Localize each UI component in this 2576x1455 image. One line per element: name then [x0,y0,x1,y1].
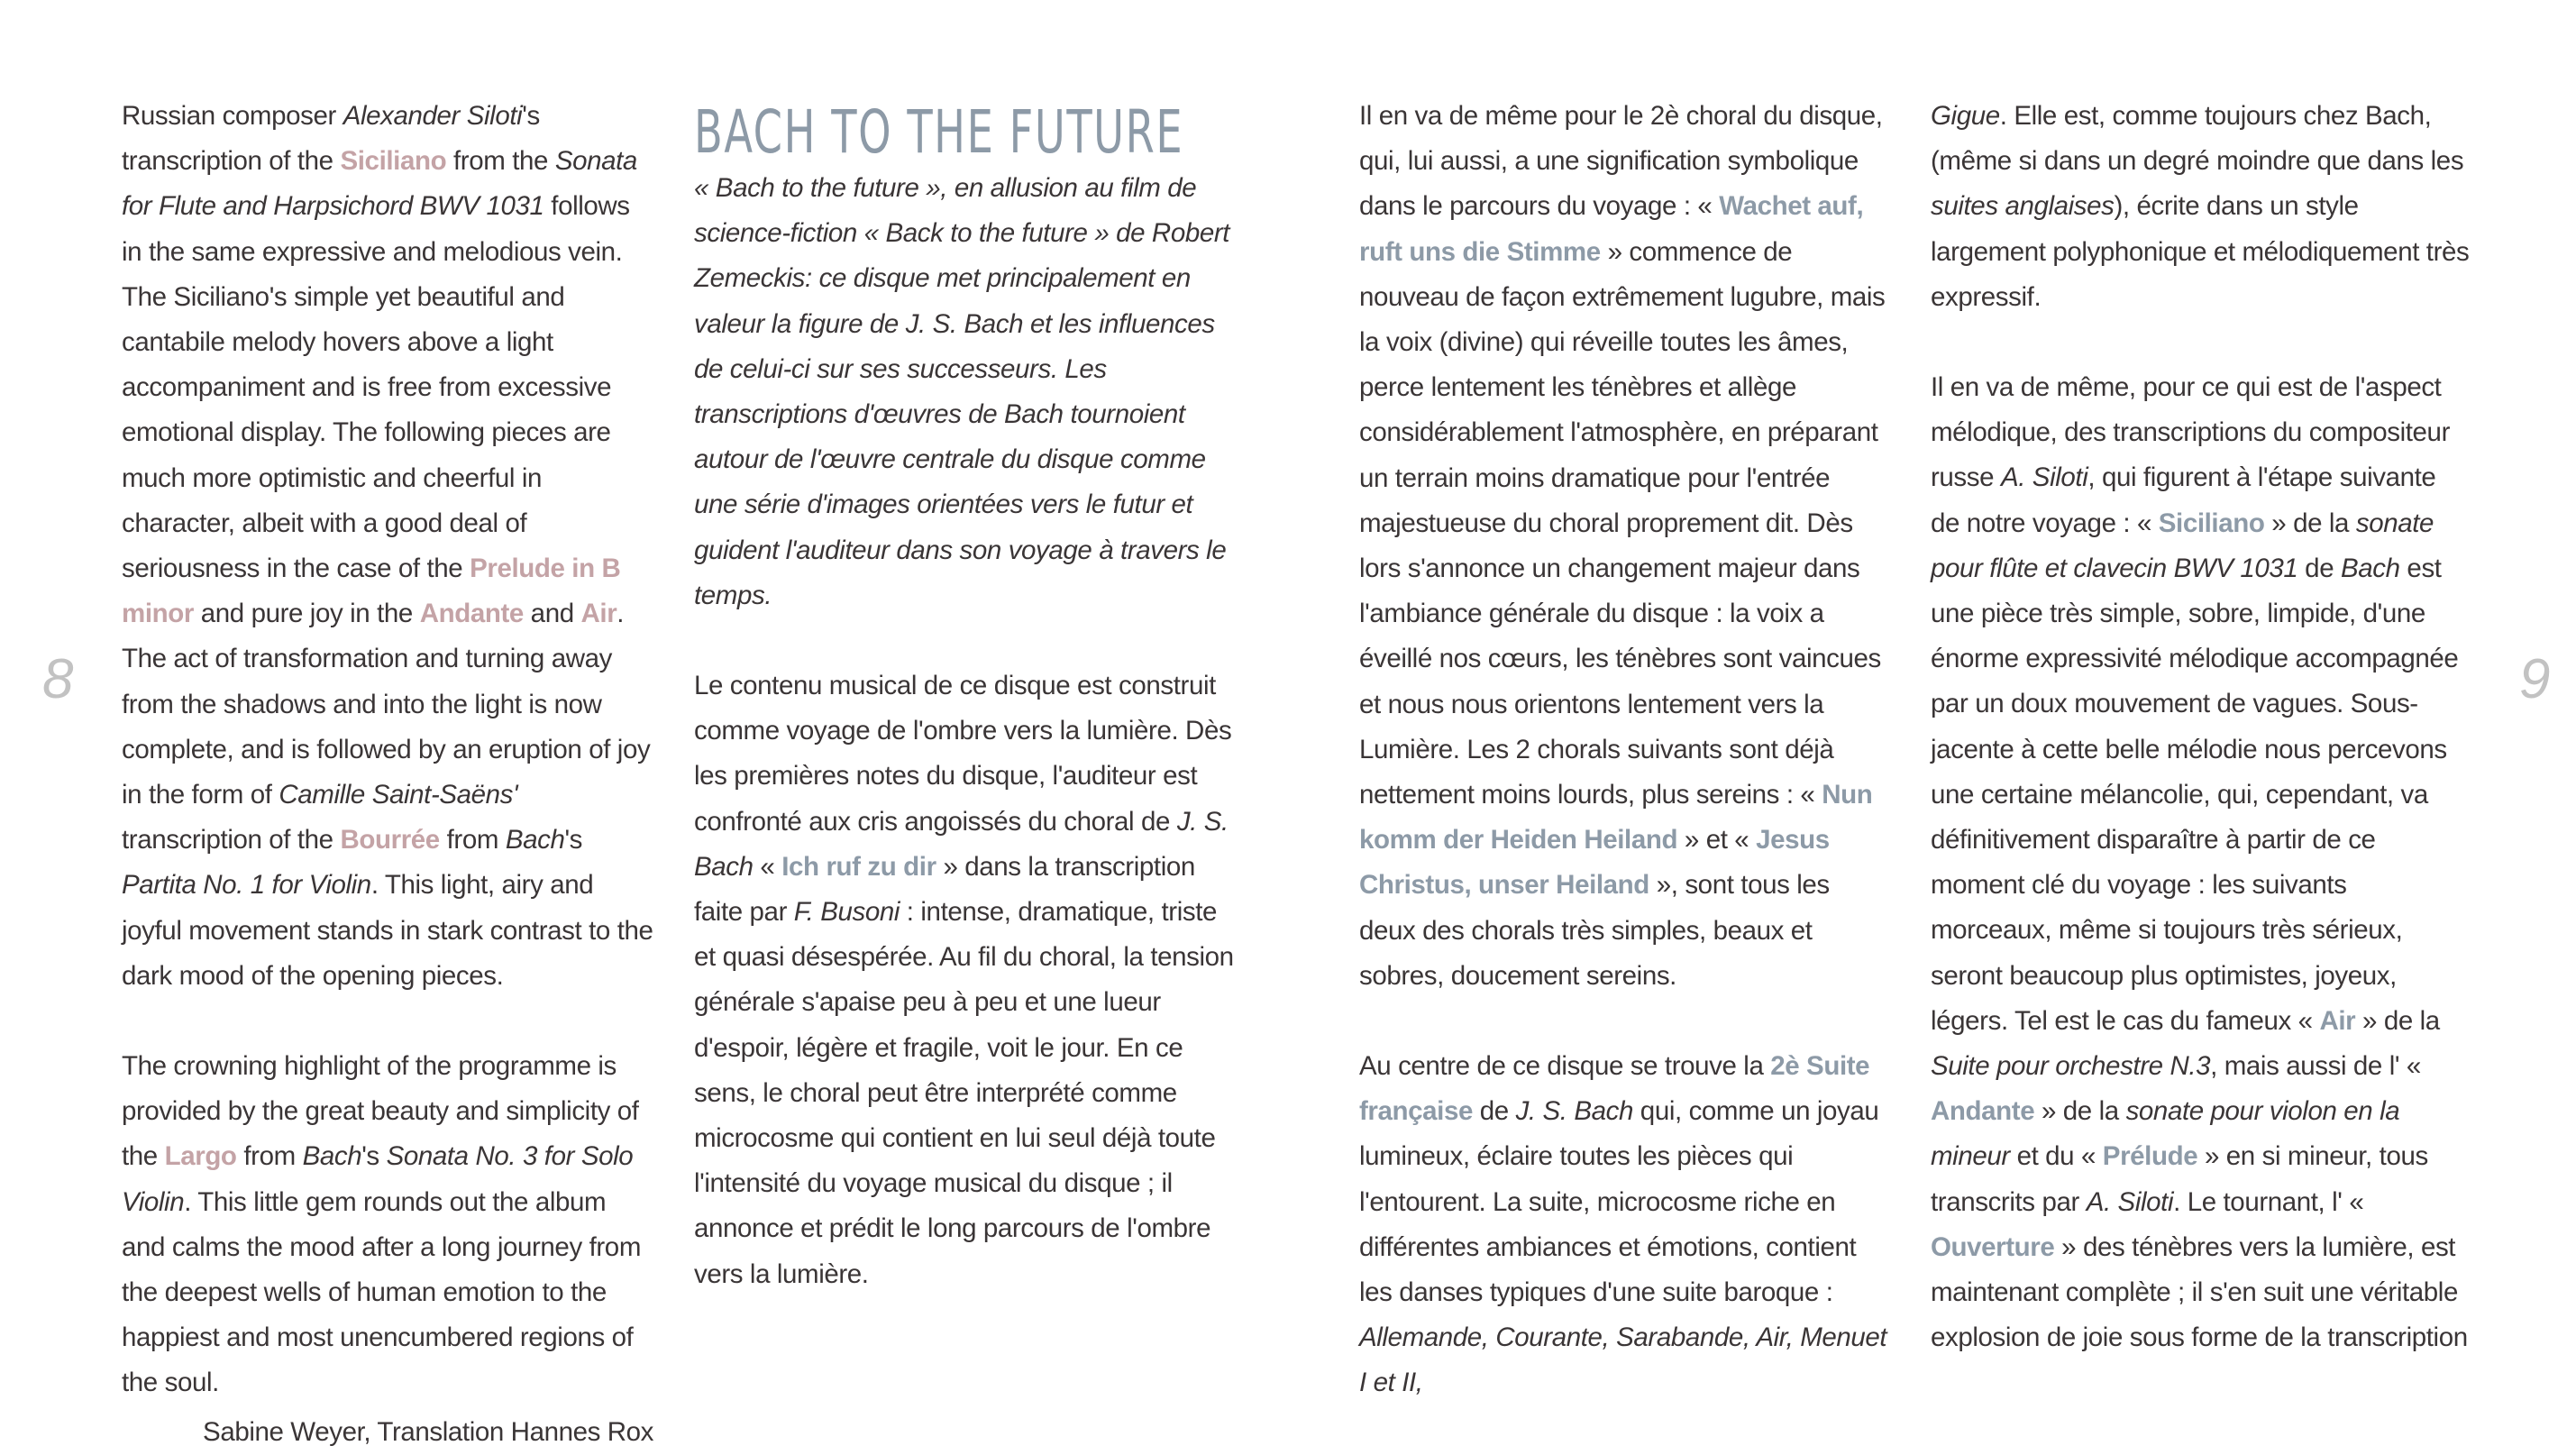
body-text: : intense, dramatique, triste et quasi désespérée. Au fil du choral, la tension générale s'apaise peu à peu et une lueur d'espoir, légère et fragile, voit le jour. En ce sens, le choral peut être interprété comme microcosme qui contient en lui seul déjà toute l'intensité du voyage musical du disque ; il annonce et prédit le long parcours de l'ombre vers la lumière. [694,897,1234,1289]
body-text: and [523,599,581,629]
body-text: de [2297,553,2341,583]
body-text: , mais aussi de l' « [2210,1051,2421,1082]
paragraph [694,663,1244,1297]
emphasis-text: F. Busoni [793,897,900,928]
emphasis-text: Bach [505,825,565,856]
emphasis-text: Gigue [1931,101,2000,131]
body-text: « [753,851,782,882]
body-text: Le contenu musical de ce disque est construit comme voyage de l'ombre vers la lumière. Dès les premières notes du disque, l'auditeur est confronté aux cris angoissés du choral de [694,671,1232,837]
byline: Sabine Weyer, Translation Hannes Rox [203,1416,653,1447]
paragraph [1931,94,2471,320]
emphasis-text: Sonata for Flute and Harpsichord BWV 1031 [122,146,637,222]
body-text: », sont tous les deux des chorals très simples, beaux et sobres, doucement sereins. [1359,870,1830,991]
body-text: 's [361,1141,387,1172]
column-french-intro [694,94,1244,1297]
emphasis-text: sonate pour flûte et clavecin BWV 1031 [1931,508,2434,583]
body-text: . This little gem rounds out the album and calms the mood after a long journey from the deepest wells of human emotion to the happiest and most unencumbered regions of the soul. [122,1186,641,1398]
emphasis-text: Bach [302,1141,362,1172]
paragraph [1359,1044,1891,1406]
body-text: Russian composer [122,101,343,131]
work-title-highlight: Siciliano [2158,508,2265,538]
work-title-highlight: Air [2319,1005,2356,1036]
column-english [122,94,653,1455]
work-title-highlight: Ouverture [1931,1231,2055,1262]
emphasis-text: J. S. Bach [1515,1096,1634,1127]
work-title-highlight: Andante [419,599,524,629]
page-number-left: 8 [42,648,74,710]
body-text: from the [446,146,555,177]
work-title-highlight: Siciliano [340,146,447,177]
emphasis-text: Sonata No. 3 for Solo Violin [122,1141,634,1217]
body-text: from [439,825,506,856]
work-title-highlight: Air [580,599,617,629]
paragraph [122,94,653,999]
body-text: follows in the same expressive and melodious vein. The Siciliano's simple yet beautiful and cantabile melody hovers above a light accompaniment and is free from excessive emotional display. The following pieces are much more optimistic and cheerful in character, albeit with a good deal of seriousness in the case of the [122,191,630,584]
body-text: Au centre de ce disque se trouve la [1359,1051,1771,1082]
column-french-3 [1359,94,1891,1406]
intro-paragraph: « Bach to the future », en allusion au film de science-fiction « Back to the future » de Robert Zemeckis: ce disque met principalement en valeur la figure de J. S. Bach et les influences de celui-ci sur ses successeurs. Les transcriptions d'œuvres de Bach tournoient autour de l'œuvre centrale du disque comme une série d'images orientées vers le futur et guident l'auditeur dans son voyage à travers le temps. [694,173,1230,610]
emphasis-text: A. Siloti [2000,462,2088,493]
body-text: , qui figurent à l'étape suivante de notre voyage : « [1931,462,2436,538]
emphasis-text: Suite pour orchestre N.3 [1931,1051,2211,1082]
page-number-right: 9 [2519,648,2551,710]
body-text: . Le tournant, l' « [2173,1186,2364,1217]
body-text: Il en va de même, pour ce qui est de l'aspect mélodique, des transcriptions du compositeur russe [1931,372,2450,493]
work-title-highlight: Ich ruf zu dir [781,851,936,882]
emphasis-text: Bach [2341,553,2400,583]
body-text: . The act of transformation and turning away from the shadows and into the light is now complete, and is followed by an eruption of joy in the form of [122,599,651,810]
work-title-highlight: Largo [164,1141,237,1172]
body-text: » commence de nouveau de façon extrêmement lugubre, mais la voix (divine) qui réveille toutes les âmes, perce lentement les ténèbres et allège considérablement l'atmosphère, en préparant un terrain moins dramatique pour l'entrée majestueuse du choral proprement dit. Dès lors s'annonce un changement majeur dans l'ambiance générale du disque : la voix a éveillé nos cœurs, les ténèbres sont vaincues et nous nous orientons lentement vers la Lumière. Les 2 chorals suivants sont déjà nettement moins lourds, plus sereins : « [1359,236,1886,810]
body-text: ), écrite dans un style largement polyphonique et mélodiquement très expressif. [1931,191,2470,312]
article-title: BACH TO THE FUTURE [694,97,1184,167]
body-text: est une pièce très simple, sobre, limpide, d'une énorme expressivité mélodique accompagnée par un doux mouvement de vagues. Sous-jacente à cette belle mélodie nous percevons une certaine mélancolie, qui, cependant, va définitivement disparaître à partir de ce moment clé du voyage : les suivants morceaux, même si toujours très sérieux, seront beaucoup plus optimistes, joyeux, légers. Tel est le cas du fameux « [1931,553,2459,1036]
emphasis-text: Camille Saint-Saëns' [279,780,518,810]
body-text: . Elle est, comme toujours chez Bach, (même si dans un degré moindre que dans les [1931,101,2464,177]
work-title-highlight: Prélude [2102,1141,2198,1172]
work-title-highlight: Jesus Christus, unser Heiland [1359,825,1830,901]
body-text: et du « [2009,1141,2103,1172]
body-text: » et « [1677,825,1757,856]
emphasis-text: suites anglaises [1931,191,2115,222]
paragraph [1931,365,2471,1360]
body-text: from [236,1141,303,1172]
emphasis-text: A. Siloti [2086,1186,2174,1217]
body-text: Il en va de même pour le 2è choral du disque, qui, lui aussi, a une signification symbolique dans le parcours du voyage : « [1359,101,1883,222]
paragraph [1359,94,1891,999]
emphasis-text: Alexander Siloti [343,101,523,131]
body-text: » dans la transcription faite par [694,851,1195,928]
body-text: transcription of the [122,825,341,856]
column-french-4 [1931,94,2471,1360]
body-text: . This light, airy and joyful movement stands in stark contrast to the dark mood of the opening pieces. [122,870,653,991]
work-title-highlight: Bourrée [340,825,440,856]
body-text: 's [564,825,583,856]
body-text: 's transcription of the [122,101,540,177]
body-text: » de la [2034,1096,2126,1127]
emphasis-text: Partita No. 1 for Violin [122,870,371,901]
body-text: » en si mineur, tous transcrits par [1931,1141,2428,1217]
body-text: » de la [2264,508,2356,538]
work-title-highlight: Wachet auf, ruft uns die Stimme [1359,191,1864,267]
body-text: The crowning highlight of the programme is provided by the great beauty and simplicity of the [122,1051,639,1172]
body-text: » de la [2355,1005,2440,1036]
emphasis-text: J. S. Bach [694,806,1229,882]
work-title-highlight: Prelude in B minor [122,554,621,629]
work-title-highlight: Andante [1931,1096,2035,1127]
body-text: » des ténèbres vers la lumière, est maintenant complète ; il s'en suit une véritable explosion de joie sous forme de la transcription [1931,1231,2468,1353]
paragraph [122,1044,653,1406]
emphasis-text: Allemande, Courante, Sarabande, Air, Menuet I et II, [1359,1322,1887,1398]
body-text: and pure joy in the [193,599,420,629]
body-text: de [1472,1096,1516,1127]
emphasis-text: sonate pour violon en la mineur [1931,1096,2400,1172]
body-text: qui, comme un joyau lumineux, éclaire toutes les pièces qui l'entourent. La suite, microcosme riche en différentes ambiances et émotions, contient les danses typiques d'une suite baroque : [1359,1096,1879,1308]
work-title-highlight: Nun komm der Heiden Heiland [1359,780,1873,856]
work-title-highlight: 2è Suite française [1359,1051,1870,1127]
